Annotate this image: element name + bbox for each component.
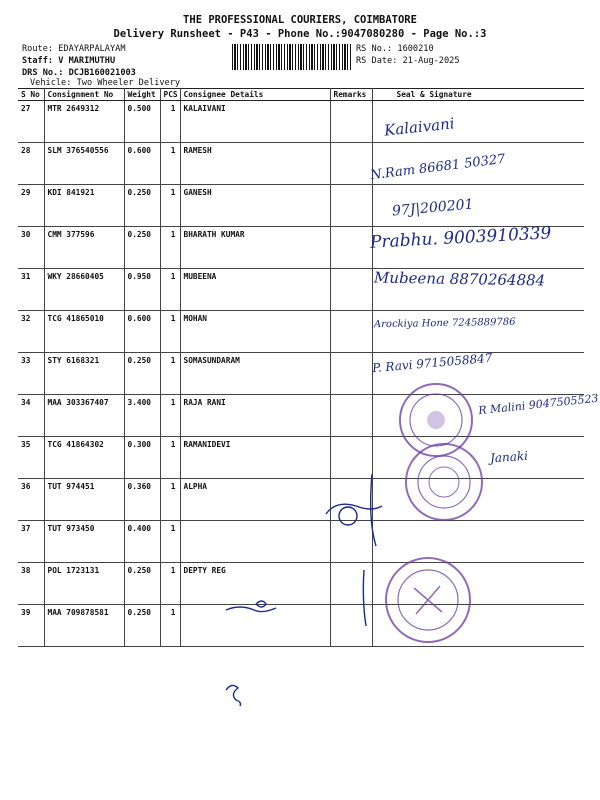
pen-marks: [226, 474, 382, 706]
vehicle-value: Two Wheeler Delivery: [76, 78, 181, 88]
row-consignment: TCG 41864302: [44, 437, 124, 479]
row-weight: 0.600: [124, 311, 160, 353]
vehicle-label: Vehicle:: [30, 78, 72, 88]
route-label: Route:: [22, 44, 54, 54]
row-pcs: 1: [160, 437, 180, 479]
row-weight: 0.250: [124, 605, 160, 647]
runsheet-subtitle: Delivery Runsheet - P43 - Phone No.:9047080280 - Page No.:3: [113, 28, 487, 40]
row-sno: 31: [18, 269, 44, 311]
row-consignee: ALPHA: [180, 479, 330, 521]
col-remarks: Remarks: [330, 89, 372, 101]
rubber-stamp-3: [386, 558, 470, 642]
row-consignment: POL 1723131: [44, 563, 124, 605]
row-pcs: 1: [160, 479, 180, 521]
row-weight: 0.360: [124, 479, 160, 521]
rs-date-value: 21-Aug-2025: [402, 56, 460, 66]
row-sno: 28: [18, 143, 44, 185]
row-consignment: TUT 973450: [44, 521, 124, 563]
row-consignment: MAA 709878581: [44, 605, 124, 647]
row-weight: 0.950: [124, 269, 160, 311]
signature-35: Janaki: [489, 448, 529, 466]
drs-value: DCJB160021003: [68, 68, 136, 78]
company-title: THE PROFESSIONAL COURIERS, COIMBATORE: [183, 14, 417, 26]
row-pcs: 1: [160, 185, 180, 227]
row-sno: 33: [18, 353, 44, 395]
col-consignment: Consignment No: [44, 89, 124, 101]
row-weight: 0.300: [124, 437, 160, 479]
row-consignment: TCG 41865010: [44, 311, 124, 353]
row-sno: 34: [18, 395, 44, 437]
row-pcs: 1: [160, 269, 180, 311]
staff-value: V MARIMUTHU: [58, 56, 116, 66]
row-consignee: KALAIVANI: [180, 101, 330, 143]
row-sno: 35: [18, 437, 44, 479]
row-weight: 0.250: [124, 185, 160, 227]
row-consignee: SOMASUNDARAM: [180, 353, 330, 395]
signature-27: Kalaivani: [383, 114, 456, 140]
signature-33: P. Ravi 9715058847: [371, 350, 493, 376]
row-sno: 32: [18, 311, 44, 353]
col-seal: Seal & Signature: [372, 89, 584, 101]
row-consignee: GANESH: [180, 185, 330, 227]
row-pcs: 1: [160, 521, 180, 563]
row-consignment: STY 6168321: [44, 353, 124, 395]
row-consignee: RAMESH: [180, 143, 330, 185]
row-consignee: RAMANIDEVI: [180, 437, 330, 479]
row-consignee: BHARATH KUMAR: [180, 227, 330, 269]
row-weight: 3.400: [124, 395, 160, 437]
row-pcs: 1: [160, 353, 180, 395]
row-pcs: 1: [160, 395, 180, 437]
row-pcs: 1: [160, 227, 180, 269]
col-consignee: Consignee Details: [180, 89, 330, 101]
signature-31: Mubeena 8870264884: [373, 268, 546, 290]
row-pcs: 1: [160, 563, 180, 605]
row-consignment: MAA 303367407: [44, 395, 124, 437]
row-weight: 0.400: [124, 521, 160, 563]
row-consignee: MUBEENA: [180, 269, 330, 311]
row-sno: 36: [18, 479, 44, 521]
col-sno: S No: [18, 89, 44, 101]
col-pcs: PCS: [160, 89, 180, 101]
signature-28: N.Ram 86681 50327: [369, 151, 507, 184]
row-weight: 0.250: [124, 353, 160, 395]
signature-32: Arockiya Hone 7245889786: [373, 316, 516, 331]
row-weight: 0.600: [124, 143, 160, 185]
signature-29: 97J|200201: [391, 196, 475, 220]
col-weight: Weight: [124, 89, 160, 101]
row-sno: 38: [18, 563, 44, 605]
rs-date-label: RS Date:: [356, 56, 398, 66]
row-consignee: RAJA RANI: [180, 395, 330, 437]
signature-34: R Malini 9047505523: [477, 391, 600, 418]
row-pcs: 1: [160, 101, 180, 143]
row-consignee: DEPTY REG: [180, 563, 330, 605]
route-value: EDAYARPALAYAM: [58, 44, 126, 54]
drs-label: DRS No.:: [22, 68, 64, 78]
row-consignment: TUT 974451: [44, 479, 124, 521]
row-weight: 0.500: [124, 101, 160, 143]
rs-no-label: RS No.:: [356, 44, 393, 54]
row-consignment: WKY 28660405: [44, 269, 124, 311]
row-consignee: MOHAN: [180, 311, 330, 353]
row-weight: 0.250: [124, 563, 160, 605]
row-sno: 29: [18, 185, 44, 227]
row-sno: 37: [18, 521, 44, 563]
row-pcs: 1: [160, 143, 180, 185]
staff-label: Staff:: [22, 56, 54, 66]
row-pcs: 1: [160, 311, 180, 353]
rs-no-value: 1600210: [397, 44, 434, 54]
row-sno: 39: [18, 605, 44, 647]
row-consignment: MTR 2649312: [44, 101, 124, 143]
row-consignment: KDI 841921: [44, 185, 124, 227]
row-weight: 0.250: [124, 227, 160, 269]
row-sno: 27: [18, 101, 44, 143]
row-sno: 30: [18, 227, 44, 269]
row-consignment: CMM 377596: [44, 227, 124, 269]
signature-30: Prabhu. 9003910339: [369, 223, 552, 253]
row-pcs: 1: [160, 605, 180, 647]
row-consignment: SLM 376540556: [44, 143, 124, 185]
